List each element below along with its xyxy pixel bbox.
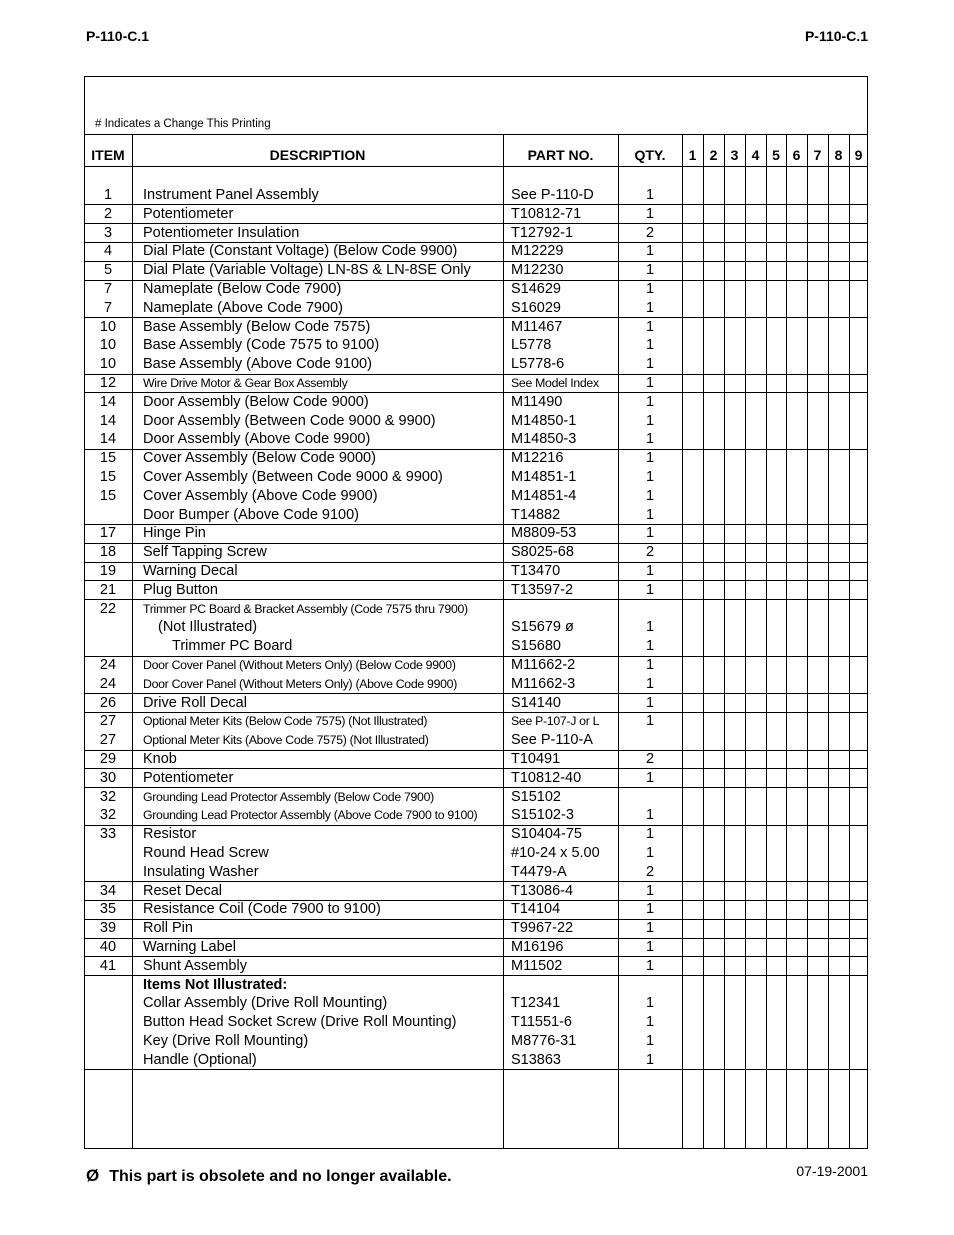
part-number-cell: M11490 [511, 393, 563, 410]
part-number-cell: See P-110-A [511, 732, 593, 749]
table-row [84, 825, 868, 844]
table-row [84, 205, 868, 224]
item-cell: 32 [99, 807, 117, 824]
quantity-cell: 1 [645, 1051, 655, 1068]
table-row [84, 618, 868, 637]
part-number-cell: S13863 [511, 1051, 561, 1068]
quantity-cell: 1 [645, 807, 655, 824]
table-row [84, 1051, 868, 1070]
column-header-code-7: 7 [813, 147, 822, 163]
item-cell: 14 [99, 412, 117, 429]
part-number-cell: M8809-53 [511, 525, 577, 542]
part-number-cell: See P-107-J or L [511, 714, 600, 729]
table-row [84, 280, 868, 299]
item-cell: 19 [99, 563, 117, 579]
quantity-cell: 1 [645, 581, 655, 598]
item-cell: 10 [99, 337, 117, 354]
quantity-cell: 1 [645, 318, 655, 335]
description-cell: Shunt Assembly [143, 957, 247, 974]
quantity-cell: 1 [645, 281, 655, 297]
table-row [84, 957, 868, 976]
item-cell: 24 [99, 657, 117, 673]
part-number-cell: M11502 [511, 957, 563, 974]
description-cell: Wire Drive Motor & Gear Box Assembly [143, 376, 348, 390]
part-number-cell: S15102-3 [511, 807, 574, 824]
table-row [84, 299, 868, 318]
table-row [84, 562, 868, 581]
table-row [84, 806, 868, 825]
item-cell: 32 [99, 788, 117, 805]
item-cell: 12 [99, 375, 117, 391]
part-number-cell: T9967-22 [511, 920, 574, 937]
description-cell: Base Assembly (Below Code 7575) [143, 318, 371, 335]
part-number-cell: M14850-1 [511, 412, 577, 429]
description-cell: Grounding Lead Protector Assembly (Below Code 7900) [143, 789, 434, 804]
part-number-cell: M14851-1 [511, 469, 577, 485]
description-cell: (Not Illustrated) [158, 619, 258, 636]
description-cell: Optional Meter Kits (Below Code 7575) (Not Illustrated) [143, 714, 428, 729]
description-cell: Round Head Screw [143, 845, 269, 861]
table-row [84, 1013, 868, 1032]
part-number-cell: T4479-A [511, 863, 567, 880]
table-row [84, 581, 868, 600]
description-cell: Handle (Optional) [143, 1051, 257, 1068]
description-cell: Dial Plate (Variable Voltage) LN-8S & LN-8SE Only [143, 262, 471, 279]
description-cell: Insulating Washer [143, 863, 259, 880]
part-number-cell: M11467 [511, 318, 563, 335]
description-cell: Grounding Lead Protector Assembly (Above Code 7900 to 9100) [143, 808, 478, 823]
description-cell: Warning Label [143, 939, 236, 955]
part-number-cell: S15679 ø [511, 619, 574, 636]
table-row [84, 731, 868, 750]
quantity-cell: 1 [645, 957, 655, 974]
part-number-cell: T13470 [511, 563, 561, 579]
table-row [84, 788, 868, 807]
table-row [84, 656, 868, 675]
part-number-cell: M11662-3 [511, 675, 576, 692]
quantity-cell: 1 [645, 845, 655, 861]
quantity-cell: 1 [645, 713, 655, 730]
quantity-cell: 1 [645, 619, 655, 636]
page-code-right: P-110-C.1 [804, 28, 868, 44]
table-row [84, 430, 868, 449]
quantity-cell: 1 [645, 939, 655, 955]
quantity-cell: 1 [645, 1014, 655, 1031]
description-cell: Roll Pin [143, 920, 193, 937]
quantity-cell: 1 [645, 638, 655, 655]
table-row [84, 543, 868, 562]
column-header-code-2: 2 [709, 147, 718, 163]
part-number-cell: T11551-6 [511, 1014, 572, 1031]
part-number-cell: M16196 [511, 939, 564, 955]
item-cell: 40 [99, 939, 117, 955]
quantity-cell: 1 [645, 299, 655, 316]
column-header-description: DESCRIPTION [269, 147, 366, 163]
table-row [84, 468, 868, 487]
quantity-cell: 1 [645, 356, 655, 373]
item-cell: 27 [99, 713, 117, 730]
column-header-code-9: 9 [854, 147, 863, 163]
item-cell: 1 [103, 187, 113, 203]
obsolete-note [86, 1166, 452, 1186]
description-cell: Resistance Coil (Code 7900 to 9100) [143, 901, 381, 918]
part-number-cell: #10-24 x 5.00 [511, 845, 600, 861]
item-cell: 41 [99, 957, 117, 974]
quantity-cell: 1 [645, 657, 655, 673]
obsolete-note-text: This part is obsolete and no longer available. [109, 1168, 452, 1185]
quantity-cell: 2 [645, 224, 655, 241]
quantity-cell: 1 [645, 563, 655, 579]
description-cell: Instrument Panel Assembly [143, 187, 319, 203]
quantity-cell: 1 [645, 882, 655, 899]
item-cell: 3 [103, 224, 113, 241]
quantity-cell: 1 [645, 675, 655, 692]
quantity-cell: 1 [645, 694, 655, 711]
table-row [84, 374, 868, 393]
quantity-cell: 1 [645, 262, 655, 279]
quantity-cell: 1 [645, 187, 655, 203]
part-number-cell: S15102 [511, 788, 561, 805]
item-cell: 21 [99, 581, 117, 598]
table-row [84, 186, 868, 205]
quantity-cell: 1 [645, 506, 655, 523]
part-number-cell: T10812-40 [511, 769, 582, 786]
description-cell: Potentiometer Insulation [143, 224, 300, 241]
item-cell: 5 [103, 262, 113, 279]
column-header-code-6: 6 [792, 147, 801, 163]
description-cell: Items Not Illustrated: [143, 976, 288, 993]
quantity-cell: 1 [645, 995, 655, 1012]
description-cell: Door Assembly (Below Code 9000) [143, 393, 369, 410]
quantity-cell: 1 [645, 412, 655, 429]
item-cell: 39 [99, 920, 117, 937]
item-cell: 10 [99, 318, 117, 335]
description-cell: Cover Assembly (Between Code 9000 & 9900) [143, 469, 443, 485]
part-number-cell: T10812-71 [511, 205, 582, 222]
item-cell: 4 [103, 243, 113, 260]
column-header-code-1: 1 [688, 147, 697, 163]
item-cell: 7 [103, 299, 113, 316]
part-number-cell: M14851-4 [511, 487, 577, 504]
description-cell: Nameplate (Below Code 7900) [143, 281, 342, 297]
description-cell: Plug Button [143, 581, 218, 598]
part-number-cell: M12216 [511, 450, 564, 467]
description-cell: Nameplate (Above Code 7900) [143, 299, 343, 316]
table-row [84, 242, 868, 261]
item-cell: 15 [99, 487, 117, 504]
description-cell: Cover Assembly (Above Code 9900) [143, 487, 378, 504]
item-cell: 22 [99, 600, 117, 617]
part-number-cell: S16029 [511, 299, 561, 316]
column-header-code-3: 3 [730, 147, 739, 163]
description-cell: Door Assembly (Between Code 9000 & 9900) [143, 412, 436, 429]
table-row [84, 769, 868, 788]
item-cell: 33 [99, 826, 117, 843]
table-row [84, 336, 868, 355]
part-number-cell: M12229 [511, 243, 564, 260]
item-cell: 27 [99, 732, 117, 749]
quantity-cell: 1 [645, 393, 655, 410]
table-row [84, 844, 868, 863]
description-cell: Warning Decal [143, 563, 238, 579]
part-number-cell: L5778 [511, 337, 552, 354]
description-cell: Potentiometer [143, 769, 234, 786]
description-cell: Optional Meter Kits (Above Code 7575) (Not Illustrated) [143, 733, 429, 748]
quantity-cell: 1 [645, 487, 655, 504]
column-header-item: ITEM [91, 147, 125, 163]
item-cell: 26 [99, 694, 117, 711]
description-cell: Door Assembly (Above Code 9900) [143, 431, 371, 448]
quantity-cell: 1 [645, 920, 655, 937]
quantity-cell: 1 [645, 205, 655, 222]
description-cell: Button Head Socket Screw (Drive Roll Mounting) [143, 1014, 457, 1031]
part-number-cell: M11662-2 [511, 657, 576, 673]
column-header-code-5: 5 [772, 147, 780, 163]
header-rule [84, 166, 868, 167]
table-row [84, 600, 868, 619]
part-number-cell: T14882 [511, 506, 561, 523]
description-cell: Trimmer PC Board [172, 638, 293, 655]
column-header-qty: QTY. [634, 147, 666, 163]
table-row [84, 994, 868, 1013]
quantity-cell: 1 [645, 1033, 655, 1049]
quantity-cell: 1 [645, 525, 655, 542]
description-cell: Key (Drive Roll Mounting) [143, 1033, 309, 1049]
part-number-cell: S15680 [511, 638, 561, 655]
description-cell: Trimmer PC Board & Bracket Assembly (Code 7575 thru 7900) [143, 601, 468, 616]
page-code-left: P-110-C.1 [86, 28, 150, 44]
quantity-cell: 1 [645, 337, 655, 354]
item-cell: 14 [99, 393, 117, 410]
description-cell: Collar Assembly (Drive Roll Mounting) [143, 995, 388, 1012]
quantity-cell: 1 [645, 826, 655, 843]
part-number-cell: M14850-3 [511, 431, 577, 448]
part-number-cell: T13086-4 [511, 882, 574, 899]
part-number-cell: T12792-1 [511, 224, 574, 241]
description-cell: Dial Plate (Constant Voltage) (Below Code 9900) [143, 243, 458, 260]
table-row [84, 261, 868, 280]
column-header-part-no: PART NO. [527, 147, 594, 163]
part-number-cell: S14629 [511, 281, 561, 297]
table-row [84, 938, 868, 957]
item-cell: 15 [99, 469, 117, 485]
table-row [84, 524, 868, 543]
table-row [84, 487, 868, 506]
description-cell: Door Cover Panel (Without Meters Only) (Below Code 9900) [143, 658, 456, 672]
quantity-cell: 2 [645, 751, 655, 767]
item-cell: 10 [99, 356, 117, 373]
quantity-cell: 1 [645, 769, 655, 786]
part-number-cell: M8776-31 [511, 1033, 577, 1049]
print-date: 07-19-2001 [796, 1163, 868, 1179]
part-number-cell: See Model Index [511, 376, 599, 390]
change-note: # Indicates a Change This Printing [95, 118, 271, 130]
table-row [84, 318, 868, 337]
quantity-cell: 1 [645, 431, 655, 448]
column-header-code-4: 4 [751, 147, 760, 163]
item-cell: 7 [103, 281, 113, 297]
part-number-cell: S14140 [511, 694, 561, 711]
part-number-cell: T10491 [511, 751, 561, 767]
description-cell: Resistor [143, 826, 197, 843]
table-row [84, 637, 868, 656]
table-row [84, 506, 868, 525]
item-cell: 14 [99, 431, 117, 448]
item-cell: 18 [99, 544, 117, 561]
part-number-cell: See P-110-D [511, 187, 594, 203]
description-cell: Reset Decal [143, 882, 222, 899]
description-cell: Drive Roll Decal [143, 694, 247, 711]
quantity-cell: 2 [645, 544, 655, 561]
quantity-cell: 1 [645, 469, 655, 485]
item-cell: 24 [99, 675, 117, 692]
table-row [84, 900, 868, 919]
quantity-cell: 1 [645, 450, 655, 467]
description-cell: Base Assembly (Code 7575 to 9100) [143, 337, 380, 354]
description-cell: Cover Assembly (Below Code 9000) [143, 450, 376, 467]
description-cell: Base Assembly (Above Code 9100) [143, 356, 372, 373]
part-number-cell: L5778-6 [511, 356, 565, 373]
table-row [84, 712, 868, 731]
quantity-cell: 1 [645, 375, 655, 391]
item-cell: 17 [99, 525, 117, 542]
column-header-code-8: 8 [834, 147, 843, 163]
description-cell: Door Cover Panel (Without Meters Only) (Above Code 9900) [143, 676, 457, 691]
part-number-cell: T12341 [511, 995, 561, 1012]
table-row [84, 393, 868, 412]
table-row [84, 412, 868, 431]
item-cell: 29 [99, 751, 117, 767]
description-cell: Potentiometer [143, 205, 234, 222]
description-cell: Door Bumper (Above Code 9100) [143, 506, 360, 523]
quantity-cell: 2 [645, 863, 655, 880]
part-number-cell: S8025-68 [511, 544, 574, 561]
table-row [84, 863, 868, 882]
table-row [84, 1032, 868, 1051]
item-cell: 30 [99, 769, 117, 786]
quantity-cell: 1 [645, 901, 655, 918]
table-row [84, 355, 868, 374]
table-row [84, 976, 868, 995]
item-cell: 2 [103, 205, 113, 222]
table-row [84, 449, 868, 468]
item-cell: 34 [99, 882, 117, 899]
description-cell: Self Tapping Screw [143, 544, 267, 561]
description-cell: Knob [143, 751, 177, 767]
table-row [84, 675, 868, 694]
obsolete-symbol: Ø [86, 1166, 100, 1185]
part-number-cell: M12230 [511, 262, 564, 279]
part-number-cell: T14104 [511, 901, 561, 918]
table-row [84, 919, 868, 938]
table-row [84, 224, 868, 243]
table-row [84, 750, 868, 769]
item-cell: 15 [99, 450, 117, 467]
part-number-cell: S10404-75 [511, 826, 582, 843]
table-row [84, 694, 868, 713]
part-number-cell: T13597-2 [511, 581, 574, 598]
item-cell: 35 [99, 901, 117, 918]
table-row [84, 882, 868, 901]
quantity-cell: 1 [645, 243, 655, 260]
description-cell: Hinge Pin [143, 525, 206, 542]
